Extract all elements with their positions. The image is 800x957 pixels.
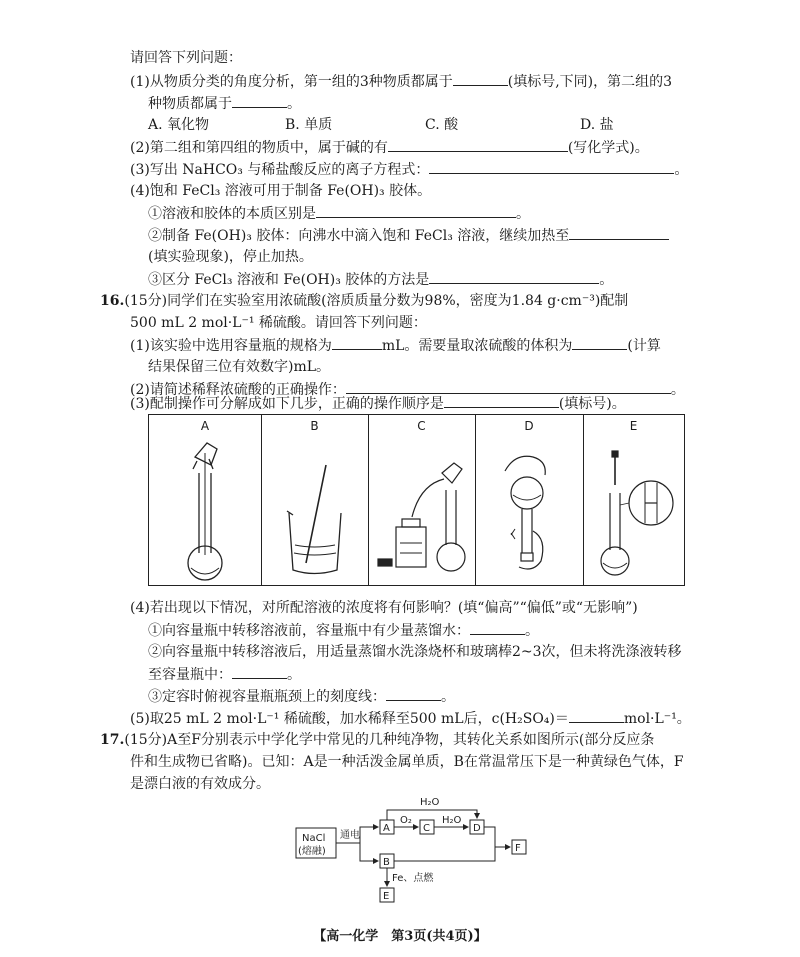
page-footer: 【高一化学 第3页(共4页)】 (313, 929, 487, 944)
q15-part4-1: ①溶液和胶体的本质区别是 。 (148, 203, 530, 224)
melt-label: (熔融) (298, 846, 326, 857)
q16-heading-line2: 500 mL 2 mol·L⁻¹ 稀硫酸。请回答下列问题： (130, 315, 427, 331)
node-f-label: F (515, 843, 521, 854)
node-e-label: E (383, 891, 390, 902)
step-a-label: A (200, 419, 210, 433)
q16-part4: (4)若出现以下情况，对所配溶液的浓度将有何影响？(填“偏高”“偏低”或“无影响”) (130, 600, 638, 616)
step-e-label: E (629, 419, 638, 433)
q17-line1: 17.(15分)A至F分别表示中学化学中常见的几种纯净物，其转化关系如图所示(部分反应条 (100, 732, 655, 748)
nacl-label: NaCl (302, 833, 326, 844)
node-b-label: B (383, 857, 390, 868)
q16-part4-3: ③定容时俯视容量瓶瓶颈上的刻度线： 。 (148, 686, 455, 707)
fe-ignite-label: Fe、点燃 (392, 873, 434, 884)
answer-blank[interactable] (386, 686, 441, 701)
q16-part2: (2)请简述稀释浓硫酸的正确操作： 。 (130, 379, 685, 400)
dilute-concentrated-acid-illustration (368, 435, 475, 585)
step-d-label: D (524, 419, 534, 433)
q15-part4-2-cont: (填实验现象)，停止加热。 (148, 249, 313, 265)
q16-part5: (5)取25 mL 2 mol·L⁻¹ 稀硫酸，加水稀释至500 mL后，c(H₂SO₄)＝ mol·L⁻¹。 (130, 708, 691, 729)
transfer-into-flask-illustration (149, 435, 261, 585)
q15-part4-3: ③区分 FeCl₃ 溶液和 Fe(OH)₃ 胶体的方法是 。 (148, 269, 613, 290)
step-d-cell (475, 415, 584, 585)
q15-option-c: C. 酸 (425, 117, 459, 133)
q15-part3: (3)写出 NaHCO₃ 与稀盐酸反应的离子方程式： 。 (130, 159, 688, 180)
answer-blank[interactable] (316, 203, 516, 218)
q15-part4: (4)饱和 FeCl₃ 溶液可用于制备 Fe(OH)₃ 胶体。 (130, 183, 432, 199)
q15-option-d: D. 盐 (580, 117, 614, 133)
step-e-cell (583, 415, 684, 585)
answer-blank[interactable] (232, 664, 287, 679)
answer-blank[interactable] (332, 335, 382, 350)
conversion-diagram (280, 790, 540, 915)
q15-part2: (2)第二组和第四组的物质中，属于碱的有 (写化学式)。 (130, 137, 649, 158)
water-label-mid: H₂O (442, 815, 462, 826)
answer-blank[interactable] (429, 159, 674, 174)
q17-line2: 件和生成物已省略)。已知：A是一种活泼金属单质，B在常温常压下是一种黄绿色气体，F (130, 754, 684, 770)
answer-blank[interactable] (429, 269, 599, 284)
procedure-figure-table (148, 414, 685, 586)
node-d-label: D (473, 823, 481, 834)
electrolysis-label: 通电 (340, 830, 360, 841)
answer-blank[interactable] (569, 225, 669, 240)
answer-blank[interactable] (232, 93, 287, 108)
q15-part4-2: ②制备 Fe(OH)₃ 胶体：向沸水中滴入饱和 FeCl₃ 溶液，继续加热至 (148, 225, 669, 246)
answer-blank[interactable] (453, 71, 508, 86)
q16-part4-2: ②向容量瓶中转移溶液后，用适量蒸馏水洗涤烧杯和玻璃棒2~3次，但未将洗涤液转移 (148, 644, 682, 660)
node-a-label: A (383, 823, 390, 834)
step-a-cell (149, 415, 262, 585)
answer-blank[interactable] (572, 335, 627, 350)
answer-blank[interactable] (470, 620, 525, 635)
step-c-cell (368, 415, 476, 585)
q16-part4-1: ①向容量瓶中转移溶液前，容量瓶中有少量蒸馏水： 。 (148, 620, 539, 641)
q17-line3: 是漂白液的有效成分。 (130, 776, 270, 792)
make-up-to-mark-illustration (583, 435, 684, 585)
q15-option-a: A. 氧化物 (148, 117, 210, 133)
q15-part1-line2: 种物质都属于 。 (148, 93, 301, 114)
answer-blank[interactable] (388, 137, 568, 152)
q16-part3: (3)配制操作可分解成如下几步，正确的操作顺序是 (填标号)。 (130, 393, 626, 414)
step-b-label: B (310, 419, 319, 433)
stir-in-beaker-illustration (261, 435, 368, 585)
q15-part1-line1: (1)从物质分类的角度分析，第一组的3种物质都属于 (填标号,下同)，第二组的3 (130, 71, 672, 92)
q16-part1: (1)该实验中选用容量瓶的规格为 mL。需要量取浓硫酸的体积为 (计算 (130, 335, 661, 356)
answer-blank[interactable] (569, 708, 624, 723)
intro-text: 请回答下列问题： (130, 50, 242, 66)
invert-and-shake-flask-illustration (475, 435, 583, 585)
step-b-cell (261, 415, 369, 585)
step-c-label: C (417, 419, 426, 433)
q15-option-b: B. 单质 (285, 117, 333, 133)
answer-blank[interactable] (444, 393, 559, 408)
q16-heading-line1: 16.(15分)同学们在实验室用浓硫酸(溶质质量分数为98%，密度为1.84 g·cm⁻³)配制 (100, 293, 629, 309)
node-c-label: C (423, 823, 430, 834)
water-label-top: H₂O (420, 797, 440, 808)
answer-blank[interactable] (346, 379, 671, 394)
q16-part1-cont: 结果保留三位有效数字)mL。 (148, 359, 331, 375)
q16-part4-2-cont: 至容量瓶中： 。 (148, 664, 301, 685)
o2-label: O₂ (400, 815, 412, 826)
